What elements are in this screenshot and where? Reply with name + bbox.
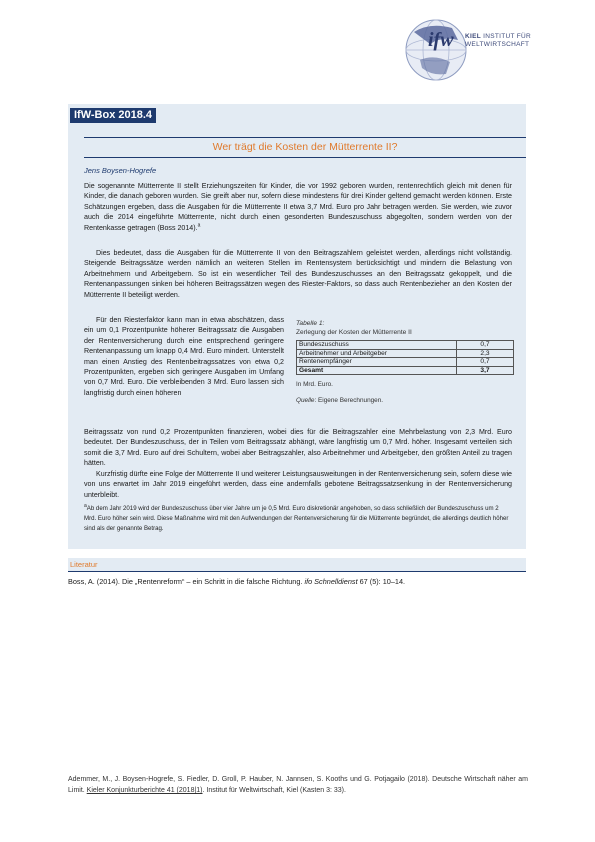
paragraph-5: Kurzfristig dürfte eine Folge der Mütterrente II und weiterer Leistungsausweitungen in der Rentenversicherung sein, sofern diese wie von uns erwartet im Jahr 2019 eingeführt werden, dass eine andernfalls gebotene Beitragssatzsenkung in der Rentenversicherung unterbleibt. — [84, 470, 512, 499]
paragraph-1-text: Die sogenannte Mütterrente II stellt Erziehungszeiten für Kinder, die vor 1992 geboren wurden, rentenrechtlich gleich mit denen für Kinder, die danach geboren wurden. Sie greift aber nur, sofern diese mindestens für drei Kinder geltend gemacht werden können. Erste Schätzungen ergeben, dass die Ausgaben für die Mütterrente II etwa 3,7 Mrd. Euro pro Jahr betragen werden. Sie werden, wie zuvor auch die 2014 eingeführte Mütterrente, nicht durch einen gesonderten Bundeszuschuss abgegolten, sondern werden von der Rentenkasse getragen (Boss 2014). — [84, 182, 512, 232]
logo-line2: WELTWIRTSCHAFT — [465, 40, 530, 48]
logo-text — [465, 33, 531, 48]
citation — [68, 774, 528, 796]
logo-mark: ifw — [428, 29, 454, 51]
literature-journal: ifo Schnelldienst — [304, 577, 358, 586]
table-subtitle: Zerlegung der Kosten der Mütterrente II — [296, 329, 412, 336]
table-source-text: : Eigene Berechnungen. — [314, 397, 384, 405]
citation-text-end: . Institut für Weltwirtschaft, Kiel (Kasten 3: 33). — [202, 787, 346, 794]
footnote-ref: a — [197, 222, 201, 229]
citation-text-start: Ademmer, M., J. Boysen-Hogrefe, S. Fiedler, D. Groll, P. Hauber, N. Jannsen, S. Kooths und G. Potjagailo (2018). Deutsche Wirtschaft näher am Limit. — [68, 776, 528, 794]
box-rule-top — [84, 137, 526, 138]
cost-table — [296, 340, 514, 375]
table-row-value: 0,7 — [457, 358, 514, 367]
table-source — [296, 396, 514, 405]
table-row-value: 3,7 — [457, 366, 514, 375]
table-block — [296, 319, 514, 405]
table-row-label: Rentenempfänger — [297, 358, 457, 367]
table-row — [297, 341, 514, 350]
table-row-label: Arbeitnehmer und Arbeitgeber — [297, 349, 457, 358]
box-author: Jens Boysen-Hogrefe — [84, 166, 157, 175]
literature-entry-start: Boss, A. (2014). Die „Rentenreform“ – ein Schritt in die falsche Richtung. — [68, 577, 305, 586]
literature-heading: Literatur — [68, 558, 526, 571]
table-row-total — [297, 366, 514, 375]
logo-line1-bold: KIEL — [465, 33, 482, 40]
footnote — [84, 504, 512, 535]
ifw-globe-logo — [400, 10, 590, 92]
table-source-label: Quelle — [296, 397, 315, 405]
box-title: Wer trägt die Kosten der Mütterrente II? — [212, 141, 398, 153]
table-caption: Tabelle 1: — [296, 320, 325, 327]
paragraph-3: Für den Riesterfaktor kann man in etwa abschätzen, dass ein um 0,1 Prozentpunkte höherer Beitragssatz die Ausgaben der Rentenversicherung durch eine entsprechend geringere Rentenanpassung um knapp 0,4 Mrd. Euro mindert. Unterstellt man einen Anstieg des Rentenbeitragssatzes von etwa 0,2 Prozentpunkten, ergeben sich geringere Ausgaben im Umfang von 0,7 Mrd. Euro. Die verbleibenden 3 Mrd. Euro lassen sich langfristig durch einen höheren — [84, 316, 284, 397]
box-label: IfW-Box 2018.4 — [70, 108, 156, 123]
table-row — [297, 358, 514, 367]
table-row — [297, 349, 514, 358]
table-row-value: 0,7 — [457, 341, 514, 350]
table-row-value: 2,3 — [457, 349, 514, 358]
footnote-text: Ab dem Jahr 2019 wird der Bundeszuschuss über vier Jahre um je 0,5 Mrd. Euro diskretionär angehoben, so dass schließlich der Bundeszuschuss um 2 Mrd. Euro höher sein wird. Diese Maßnahme wird mit den Aufwendungen der Rentenversicherung für die Mütterrente begründet, die allerdings deutlich höher sind als der genannte Betrag. — [84, 505, 509, 533]
table-unit-note: In Mrd. Euro. — [296, 381, 333, 389]
paragraph-1 — [84, 181, 512, 233]
footnote-marker: a — [84, 502, 87, 509]
table-row-label: Gesamt — [297, 366, 457, 375]
logo-line1-rest: INSTITUT FÜR — [483, 33, 532, 40]
literature-entry-end: 67 (5): 10–14. — [357, 577, 406, 586]
literature-entry — [68, 577, 405, 586]
paragraph-2: Dies bedeutet, dass die Ausgaben für die Mütterrente II von den Beitragszahlern geleistet werden, allerdings nicht vollständig. Steigende Beitragssätze werden nämlich an weiteren Stellen im Rentensystem berücksichtigt und mindern die Belastung von Arbeitnehmern und Arbeitgebern. So ist ein wesentlicher Teil des Bundeszuschusses an den Beitragssatz gekoppelt, und die Rentenanpassungen sinken bei höheren Beitragssätzen wegen des Riester-Faktors, so dass auch Rentenbezieher an den Kosten der Mütterrente II beteiligt werden. — [84, 249, 512, 299]
literature-rule — [68, 571, 526, 572]
box-rule-title — [84, 157, 526, 158]
table-row-label: Bundeszuschuss — [297, 341, 457, 350]
paragraph-4: Beitragssatz von rund 0,2 Prozentpunkten finanzieren, wobei dies für die Beitragszahler eine Mehrbelastung von 2,3 Mrd. Euro bedeutet. Der Bundeszuschuss, der in Teilen vom Beitragssatz abhängt, wäre langfristig um 0,7 Mrd. höher. Insgesamt verteilen sich somit die 3,7 Mrd. Euro auf drei Schultern, wobei aber Beitragszahler, also Arbeitnehmer und Arbeitgeber, den größten Anteil zu tragen hätten. — [84, 428, 512, 468]
citation-link[interactable]: Kieler Konjunkturberichte 41 (2018|1) — [86, 787, 203, 794]
